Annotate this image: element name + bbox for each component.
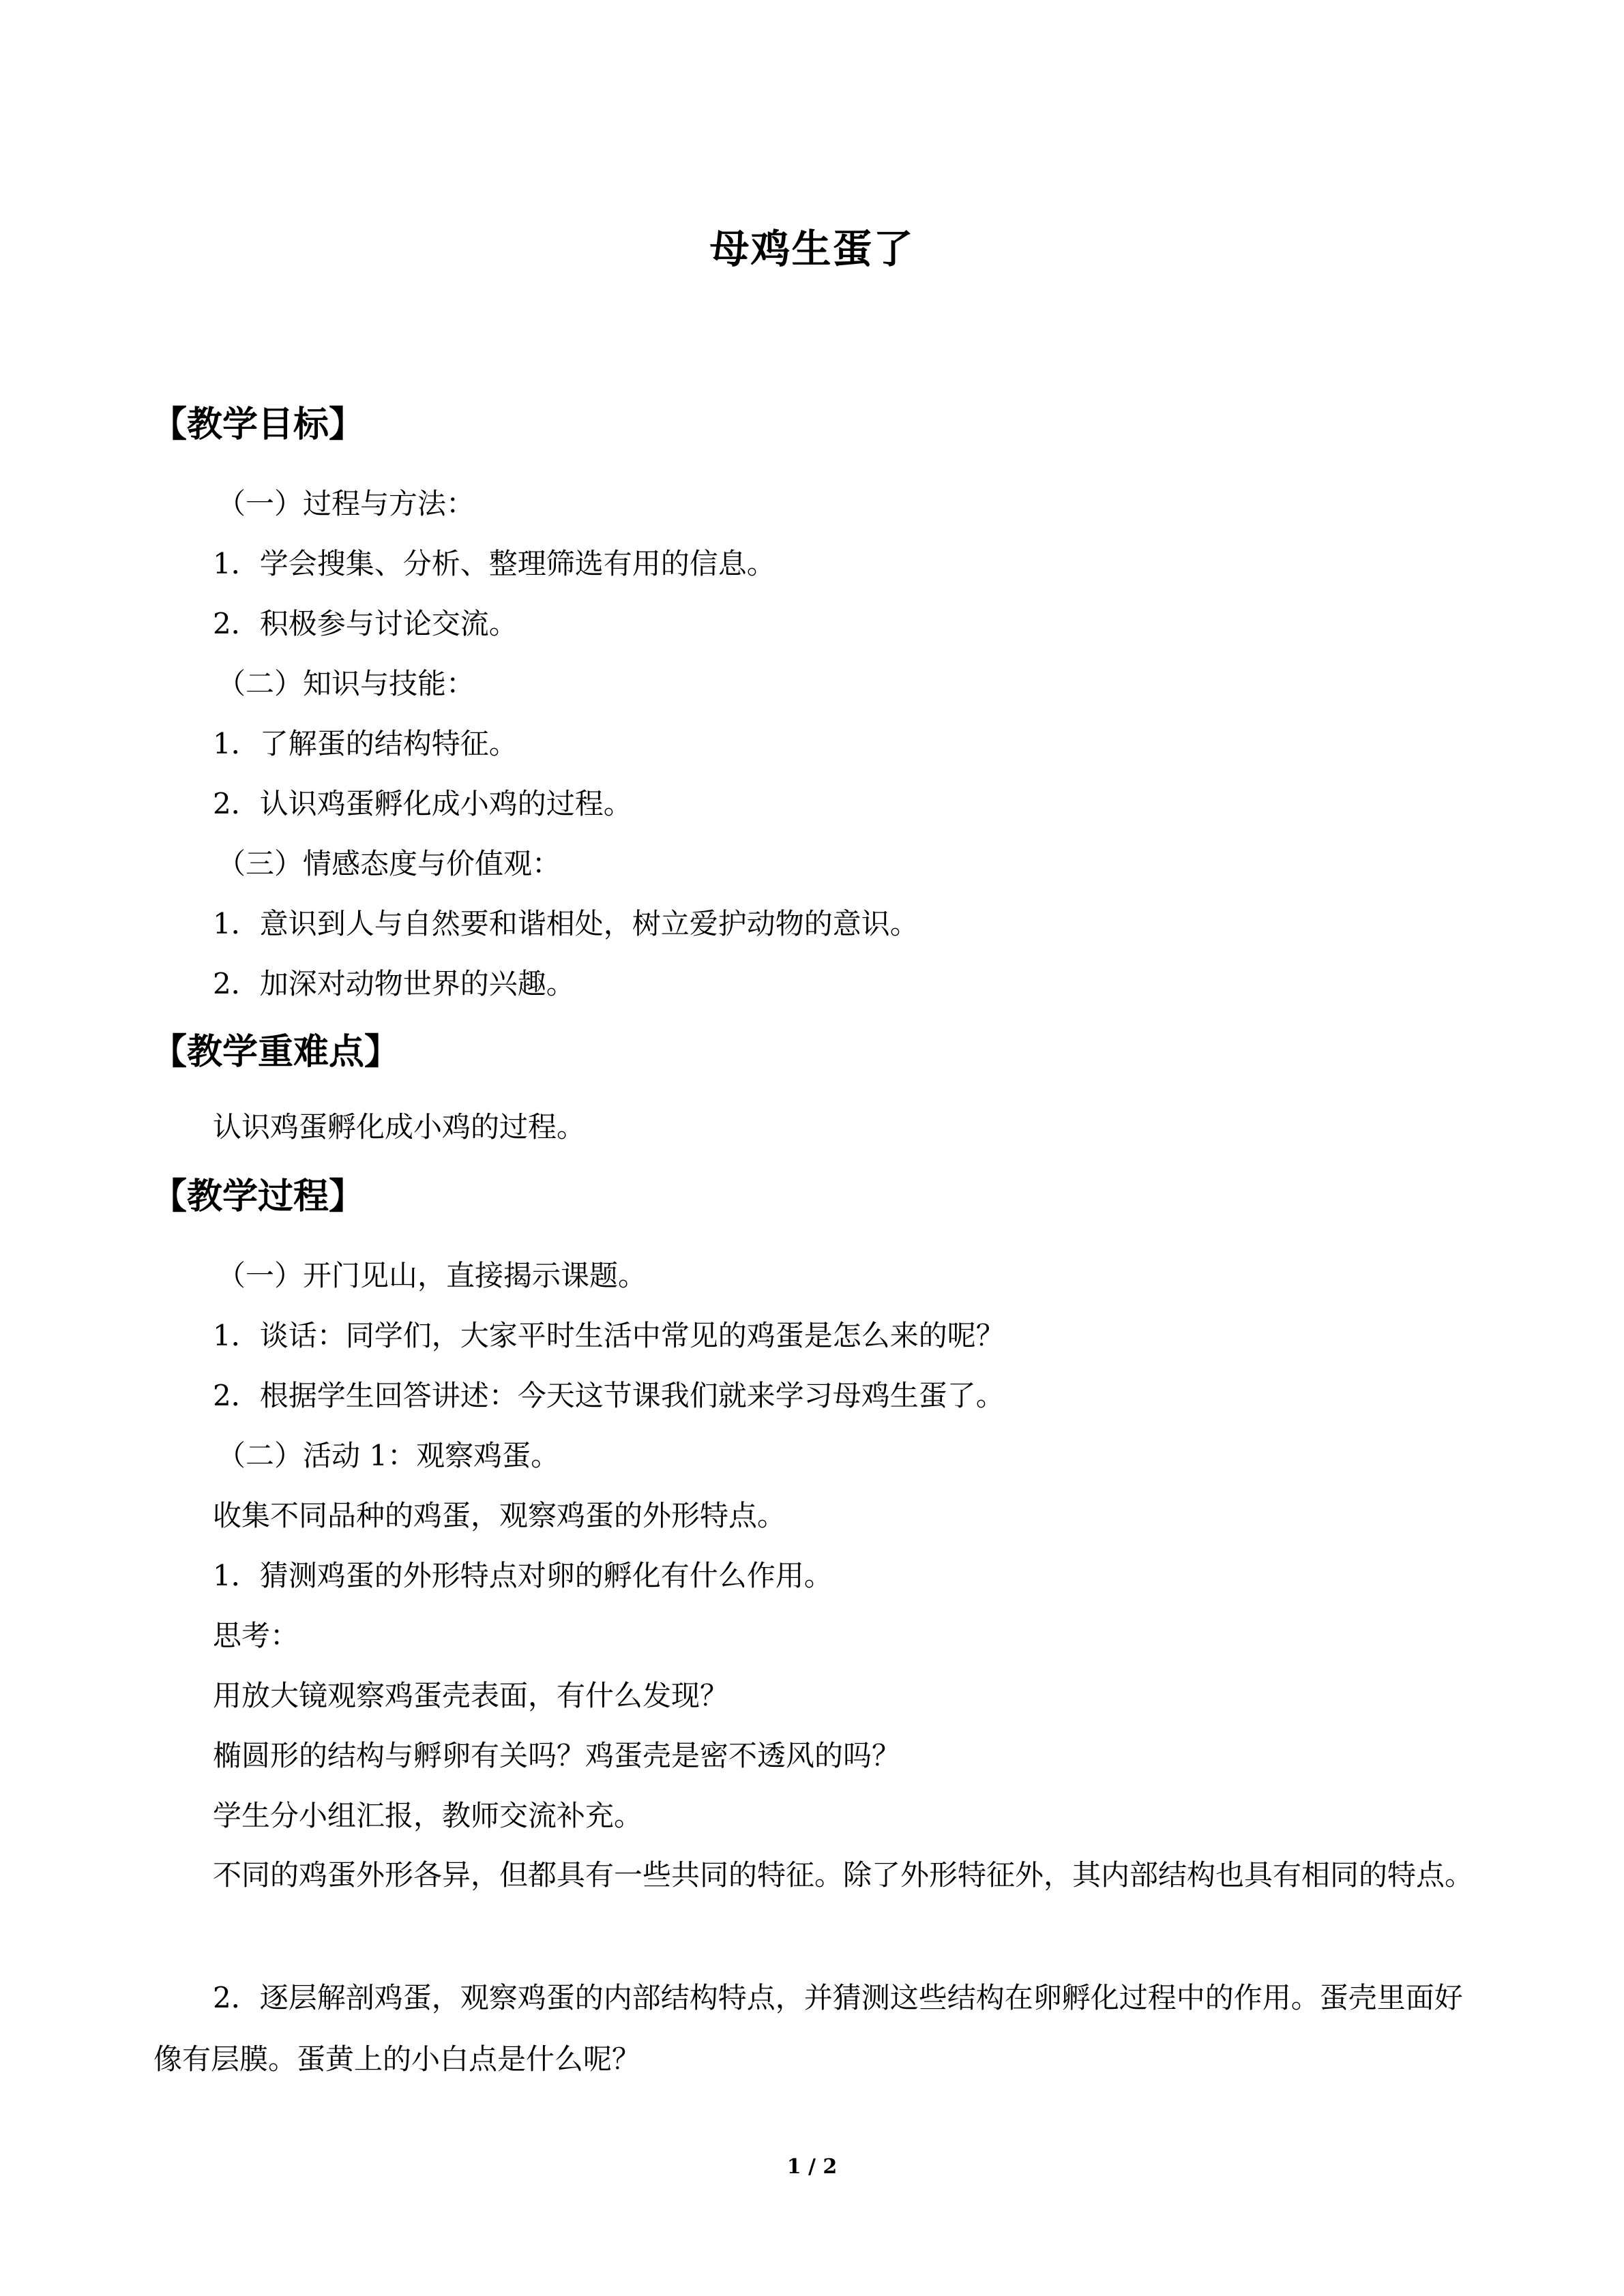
list-item: 2．加深对动物世界的兴趣。 <box>213 967 575 1000</box>
list-item: （二）知识与技能： <box>217 667 475 700</box>
list-item: 1．谈话：同学们，大家平时生活中常见的鸡蛋是怎么来的呢？ <box>213 1319 1005 1352</box>
list-item: 1．猜测鸡蛋的外形特点对卵的孵化有什么作用。 <box>213 1559 833 1592</box>
list-item: 2．积极参与讨论交流。 <box>213 607 518 640</box>
list-item: 1．意识到人与自然要和谐相处，树立爱护动物的意识。 <box>213 907 919 940</box>
list-item: 椭圆形的结构与孵卵有关吗？鸡蛋壳是密不透风的吗？ <box>213 1739 901 1772</box>
section-heading-key-points: 【教学重难点】 <box>151 1031 400 1073</box>
paragraph: 不同的鸡蛋外形各异，但都具有一些共同的特征。除了外形特征外，其内部结构也具有相同的特点。 <box>213 1858 1474 1892</box>
list-item: 2．根据学生回答讲述：今天这节课我们就来学习母鸡生蛋了。 <box>213 1379 1005 1412</box>
list-item: 用放大镜观察鸡蛋壳表面，有什么发现？ <box>213 1679 729 1712</box>
page-number: 1 / 2 <box>786 2155 838 2179</box>
section-heading-objectives: 【教学目标】 <box>151 404 365 445</box>
list-item: 1．学会搜集、分析、整理筛选有用的信息。 <box>213 547 776 580</box>
list-item: 2．认识鸡蛋孵化成小鸡的过程。 <box>213 787 632 820</box>
list-item: （一）开门见山，直接揭示课题。 <box>217 1259 647 1292</box>
section-heading-process: 【教学过程】 <box>151 1176 365 1217</box>
list-item: 思考： <box>213 1619 299 1652</box>
list-item: 学生分小组汇报，教师交流补充。 <box>213 1799 643 1832</box>
list-item: 收集不同品种的鸡蛋，观察鸡蛋的外形特点。 <box>213 1499 786 1532</box>
list-item: （一）过程与方法： <box>217 487 475 520</box>
list-item: （二）活动 1：观察鸡蛋。 <box>217 1439 560 1472</box>
paragraph: 2．逐层解剖鸡蛋，观察鸡蛋的内部结构特点，并猜测这些结构在卵孵化过程中的作用。蛋壳里面好像有层膜。蛋黄上的小白点是什么呢？ <box>153 1981 1463 2076</box>
list-item: （三）情感态度与价值观： <box>217 847 561 880</box>
list-item: 认识鸡蛋孵化成小鸡的过程。 <box>213 1110 586 1144</box>
document-title: 母鸡生蛋了 <box>709 226 915 272</box>
list-item: 1．了解蛋的结构特征。 <box>213 727 518 760</box>
